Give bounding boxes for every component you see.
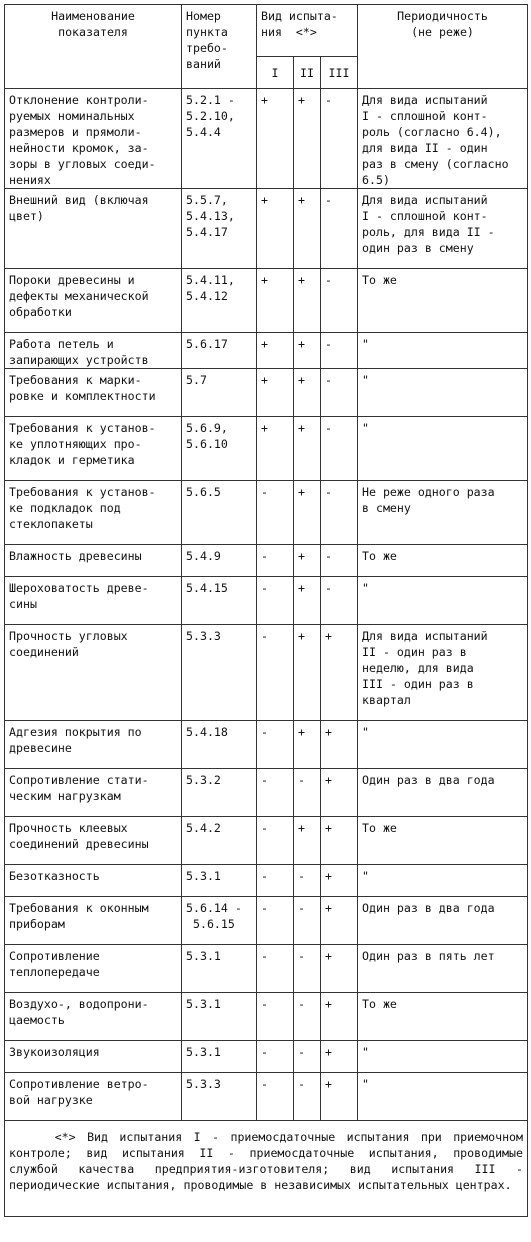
periodicity-cell: То же — [358, 993, 528, 1041]
test-type-iii-cell: + — [321, 945, 358, 993]
test-type-iii-cell: + — [321, 1073, 358, 1121]
periodicity-cell: " — [358, 577, 528, 625]
table-row — [5, 577, 528, 625]
test-type-ii-cell: - — [294, 945, 321, 993]
test-type-i-cell: - — [257, 1073, 294, 1121]
test-type-ii-cell: + — [294, 269, 321, 333]
test-type-i-cell: - — [257, 1041, 294, 1073]
footnote: <*> Вид испытания I - приемосдаточные испытания при приемочном контроле; вид испытания II - приемосдаточные испытания, проводимые службой качества предприятия-изготовителя; вид испытания III - периодические испытания, проводимые в независимых испытательных центрах. — [5, 1121, 528, 1217]
test-type-i-cell: - — [257, 817, 294, 865]
header-type-i: I — [257, 57, 294, 89]
indicator-name-cell: Шероховатость древе- сины — [5, 577, 182, 625]
header-test-type: Вид испыта- ния <*> — [257, 5, 358, 57]
clause-number-cell: 5.3.3 — [182, 625, 257, 721]
periodicity-cell: Один раз в пять лет — [358, 945, 528, 993]
indicator-name-cell: Звукоизоляция — [5, 1041, 182, 1073]
clause-number-cell: 5.4.2 — [182, 817, 257, 865]
indicator-name-cell: Сопротивление ветро- вой нагрузке — [5, 1073, 182, 1121]
test-type-ii-cell: + — [294, 417, 321, 481]
clause-number-cell: 5.3.2 — [182, 769, 257, 817]
test-type-iii-cell: - — [321, 545, 358, 577]
header-type-iii: III — [321, 57, 358, 89]
indicator-name-cell: Требования к установ- ке подкладок под стеклопакеты — [5, 481, 182, 545]
table-row — [5, 189, 528, 269]
test-type-i-cell: - — [257, 865, 294, 897]
periodicity-cell: Для вида испытаний I - сплошной конт- роль (согласно 6.4), для вида II - один раз в смену (согласно 6.5) — [358, 89, 528, 189]
test-type-i-cell: - — [257, 625, 294, 721]
header-row — [5, 5, 528, 57]
test-type-iii-cell: - — [321, 189, 358, 269]
test-type-ii-cell: + — [294, 721, 321, 769]
test-type-iii-cell: + — [321, 1041, 358, 1073]
periodicity-cell: " — [358, 721, 528, 769]
test-type-iii-cell: - — [321, 369, 358, 417]
test-type-i-cell: - — [257, 993, 294, 1041]
table-row — [5, 89, 528, 189]
test-type-iii-cell: + — [321, 897, 358, 945]
test-type-i-cell: - — [257, 481, 294, 545]
table-row — [5, 769, 528, 817]
periodicity-cell: Один раз в два года — [358, 897, 528, 945]
test-type-ii-cell: + — [294, 817, 321, 865]
table-row — [5, 369, 528, 417]
clause-number-cell: 5.3.1 — [182, 865, 257, 897]
clause-number-cell: 5.3.1 — [182, 945, 257, 993]
periodicity-cell: То же — [358, 817, 528, 865]
test-type-i-cell: + — [257, 369, 294, 417]
test-type-iii-cell: - — [321, 417, 358, 481]
clause-number-cell: 5.5.7, 5.4.13, 5.4.17 — [182, 189, 257, 269]
periodicity-cell: " — [358, 369, 528, 417]
periodicity-cell: " — [358, 1073, 528, 1121]
indicator-name-cell: Прочность угловых соединений — [5, 625, 182, 721]
periodicity-cell: " — [358, 333, 528, 369]
test-type-ii-cell: + — [294, 545, 321, 577]
test-type-ii-cell: - — [294, 897, 321, 945]
indicator-name-cell: Сопротивление стати- ческим нагрузкам — [5, 769, 182, 817]
periodicity-cell: " — [358, 865, 528, 897]
indicator-name-cell: Адгезия покрытия по древесине — [5, 721, 182, 769]
header-type-ii: II — [294, 57, 321, 89]
test-type-i-cell: + — [257, 333, 294, 369]
test-type-iii-cell: - — [321, 481, 358, 545]
header-indicator-name: Наименование показателя — [5, 5, 182, 89]
test-type-i-cell: + — [257, 269, 294, 333]
indicator-name-cell: Влажность древесины — [5, 545, 182, 577]
periodicity-cell: То же — [358, 545, 528, 577]
clause-number-cell: 5.6.9, 5.6.10 — [182, 417, 257, 481]
test-type-i-cell: - — [257, 769, 294, 817]
table-row — [5, 481, 528, 545]
indicator-name-cell: Требования к марки- ровке и комплектности — [5, 369, 182, 417]
clause-number-cell: 5.3.1 — [182, 1041, 257, 1073]
indicator-name-cell: Внешний вид (включая цвет) — [5, 189, 182, 269]
test-type-i-cell: + — [257, 189, 294, 269]
periodicity-cell: " — [358, 417, 528, 481]
test-type-i-cell: - — [257, 945, 294, 993]
table-row — [5, 333, 528, 369]
test-type-ii-cell: + — [294, 369, 321, 417]
indicator-name-cell: Воздухо-, водопрони- цаемость — [5, 993, 182, 1041]
test-type-ii-cell: - — [294, 865, 321, 897]
test-type-iii-cell: + — [321, 993, 358, 1041]
table-row — [5, 1073, 528, 1121]
indicator-name-cell: Прочность клеевых соединений древесины — [5, 817, 182, 865]
indicator-name-cell: Отклонение контроли- руемых номинальных размеров и прямоли- нейности кромок, за- зоры в угловых соеди- нениях — [5, 89, 182, 189]
test-type-ii-cell: + — [294, 189, 321, 269]
header-clause-number: Номер пункта требо- ваний — [182, 5, 257, 89]
indicator-name-cell: Требования к оконным приборам — [5, 897, 182, 945]
table-row — [5, 625, 528, 721]
test-type-i-cell: + — [257, 417, 294, 481]
test-type-ii-cell: + — [294, 577, 321, 625]
indicator-name-cell: Работа петель и запирающих устройств — [5, 333, 182, 369]
table-row — [5, 545, 528, 577]
indicator-name-cell: Сопротивление теплопередаче — [5, 945, 182, 993]
test-type-iii-cell: + — [321, 865, 358, 897]
indicator-name-cell: Требования к установ- ке уплотняющих про- кладок и герметика — [5, 417, 182, 481]
periodicity-cell: " — [358, 1041, 528, 1073]
test-type-ii-cell: + — [294, 89, 321, 189]
test-type-ii-cell: + — [294, 481, 321, 545]
table-row — [5, 945, 528, 993]
table-row — [5, 269, 528, 333]
periodicity-cell: Не реже одного раза в смену — [358, 481, 528, 545]
clause-number-cell: 5.4.9 — [182, 545, 257, 577]
clause-number-cell: 5.4.18 — [182, 721, 257, 769]
table-row — [5, 897, 528, 945]
clause-number-cell: 5.4.11, 5.4.12 — [182, 269, 257, 333]
header-periodicity: Периодичность (не реже) — [358, 5, 528, 89]
test-type-iii-cell: + — [321, 817, 358, 865]
table-row — [5, 865, 528, 897]
table-row — [5, 817, 528, 865]
test-type-i-cell: - — [257, 545, 294, 577]
test-type-iii-cell: + — [321, 769, 358, 817]
test-type-ii-cell: + — [294, 625, 321, 721]
clause-number-cell: 5.2.1 - 5.2.10, 5.4.4 — [182, 89, 257, 189]
footnote-row — [5, 1121, 528, 1217]
clause-number-cell: 5.4.15 — [182, 577, 257, 625]
test-type-iii-cell: - — [321, 269, 358, 333]
clause-number-cell: 5.7 — [182, 369, 257, 417]
test-requirements-table — [4, 4, 528, 1217]
test-type-iii-cell: - — [321, 89, 358, 189]
clause-number-cell: 5.3.3 — [182, 1073, 257, 1121]
test-type-iii-cell: - — [321, 333, 358, 369]
table-row — [5, 417, 528, 481]
table-row — [5, 721, 528, 769]
test-type-ii-cell: - — [294, 993, 321, 1041]
test-type-ii-cell: - — [294, 1073, 321, 1121]
test-type-i-cell: - — [257, 577, 294, 625]
periodicity-cell: Для вида испытаний II - один раз в неделю, для вида III - один раз в квартал — [358, 625, 528, 721]
indicator-name-cell: Безотказность — [5, 865, 182, 897]
table-row — [5, 1041, 528, 1073]
clause-number-cell: 5.6.5 — [182, 481, 257, 545]
test-type-iii-cell: + — [321, 721, 358, 769]
test-type-i-cell: - — [257, 721, 294, 769]
table-row — [5, 993, 528, 1041]
test-type-ii-cell: - — [294, 769, 321, 817]
clause-number-cell: 5.6.14 - 5.6.15 — [182, 897, 257, 945]
test-type-iii-cell: + — [321, 625, 358, 721]
test-type-ii-cell: + — [294, 333, 321, 369]
document — [4, 4, 530, 1217]
test-type-ii-cell: - — [294, 1041, 321, 1073]
clause-number-cell: 5.6.17 — [182, 333, 257, 369]
test-type-i-cell: - — [257, 897, 294, 945]
clause-number-cell: 5.3.1 — [182, 993, 257, 1041]
periodicity-cell: То же — [358, 269, 528, 333]
test-type-iii-cell: - — [321, 577, 358, 625]
periodicity-cell: Для вида испытаний I - сплошной конт- роль, для вида II - один раз в смену — [358, 189, 528, 269]
periodicity-cell: Один раз в два года — [358, 769, 528, 817]
indicator-name-cell: Пороки древесины и дефекты механической обработки — [5, 269, 182, 333]
test-type-i-cell: + — [257, 89, 294, 189]
